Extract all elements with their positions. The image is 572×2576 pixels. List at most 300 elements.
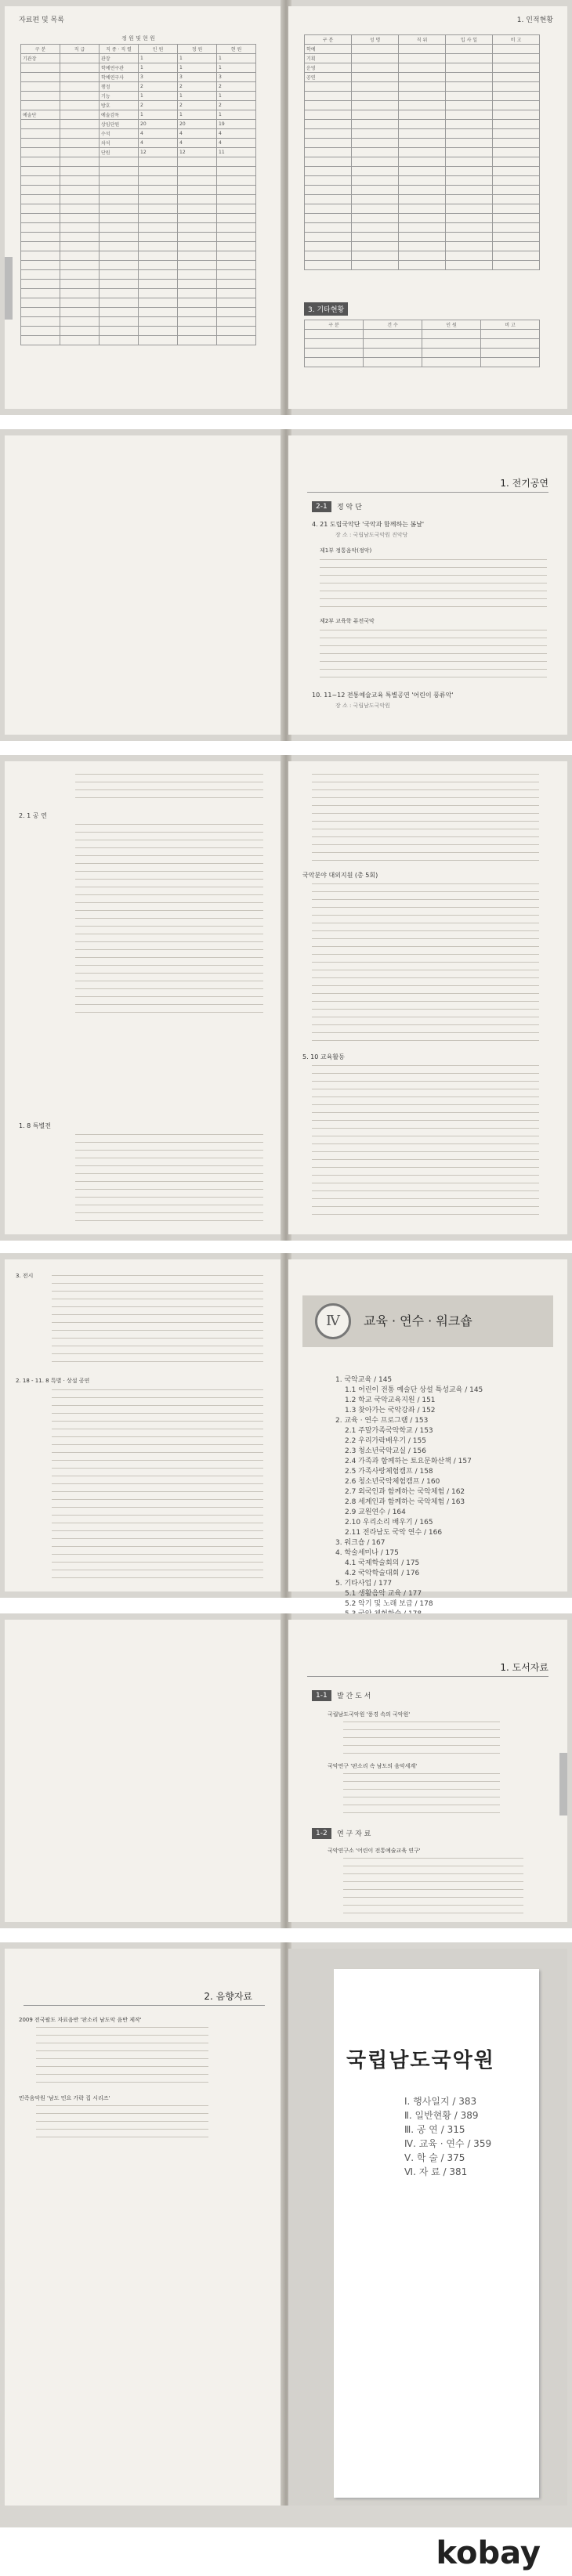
table-row xyxy=(21,327,256,336)
cover-toc-item: Ⅰ. 행사일지 / 383 xyxy=(404,2096,477,2107)
table-cell xyxy=(446,251,493,261)
table-cell xyxy=(60,63,100,73)
table-cell xyxy=(178,327,217,336)
section-badge: 1-2 xyxy=(312,1828,331,1839)
table-cell xyxy=(21,63,60,73)
table-row xyxy=(305,214,540,223)
page-edge-tab xyxy=(5,257,13,320)
toc-item: 2.3 청소년국악교실 / 156 xyxy=(345,1447,426,1455)
table-cell xyxy=(21,242,60,251)
table-cell xyxy=(60,82,100,92)
table-cell: 12 xyxy=(178,148,217,157)
table-header-cell: 구 분 xyxy=(21,45,60,54)
table-cell xyxy=(399,45,446,54)
text-lines xyxy=(343,1773,500,1820)
table-cell xyxy=(305,176,352,186)
table-cell xyxy=(493,73,540,82)
table-header-row xyxy=(305,320,540,330)
table-cell xyxy=(493,101,540,110)
table-cell xyxy=(21,92,60,101)
table-cell xyxy=(305,139,352,148)
toc-item: 2.10 우리소리 배우기 / 165 xyxy=(345,1519,433,1526)
table-cell xyxy=(21,317,60,327)
table-cell xyxy=(305,167,352,176)
spread-2 xyxy=(0,429,572,741)
text-lines xyxy=(52,1389,263,1585)
table-cell xyxy=(217,223,256,233)
table-cell: 4 xyxy=(217,139,256,148)
section-heading: 국악분야 대외지원 (총 5회) xyxy=(302,872,378,879)
table-row xyxy=(305,223,540,233)
toc-item: 2.7 외국인과 함께하는 국악체험 / 162 xyxy=(345,1488,465,1496)
table-cell xyxy=(21,214,60,223)
table-cell xyxy=(139,157,178,167)
table-cell xyxy=(446,110,493,120)
table-row xyxy=(21,242,256,251)
table-cell xyxy=(352,157,399,167)
table-cell xyxy=(399,233,446,242)
toc-item: 5.1 생활음악 교육 / 177 xyxy=(345,1590,422,1598)
table-cell xyxy=(217,270,256,280)
book-entry: 국립남도국악원 '풍경 속의 국악원' xyxy=(328,1711,411,1718)
book-cover xyxy=(334,1969,539,2498)
table-cell xyxy=(305,120,352,129)
table-header-cell: 현 원 xyxy=(217,45,256,54)
table-cell xyxy=(305,223,352,233)
table-cell xyxy=(60,129,100,139)
table-cell xyxy=(100,280,139,289)
table-cell xyxy=(139,261,178,270)
program-lines xyxy=(320,630,547,685)
table-row xyxy=(305,63,540,73)
spread-3 xyxy=(0,755,572,1241)
table-cell xyxy=(60,289,100,298)
table-cell xyxy=(60,204,100,214)
table-row xyxy=(305,251,540,261)
table-row xyxy=(21,251,256,261)
table-row xyxy=(305,101,540,110)
table-cell xyxy=(493,223,540,233)
table-cell xyxy=(399,92,446,101)
table-row xyxy=(21,195,256,204)
table-cell xyxy=(60,195,100,204)
page-title: 2. 음향자료 xyxy=(204,1991,252,2002)
table-row xyxy=(21,54,256,63)
table-row xyxy=(21,336,256,345)
table-cell xyxy=(352,45,399,54)
table-cell xyxy=(305,186,352,195)
toc-item: 2.11 전라남도 국악 연수 / 166 xyxy=(345,1529,443,1537)
table-cell xyxy=(60,157,100,167)
table-cell: 단원 xyxy=(100,148,139,157)
table-cell: 학예연구사 xyxy=(100,73,139,82)
program-lines xyxy=(320,559,547,614)
report-entry: 국악연구소 '어린이 전통예술교육 연구' xyxy=(328,1848,421,1854)
table-cell xyxy=(60,327,100,336)
table-row xyxy=(21,139,256,148)
table-cell: 4 xyxy=(217,129,256,139)
table-header-cell: 비 고 xyxy=(493,35,540,45)
table-cell: 1 xyxy=(217,54,256,63)
table-cell xyxy=(446,223,493,233)
event-item: 4. 21 도립국악단 '국악과 함께하는 봄날' xyxy=(312,521,425,528)
page-left xyxy=(5,1949,284,2506)
table-cell: 1 xyxy=(178,63,217,73)
table-cell xyxy=(139,289,178,298)
table-cell xyxy=(399,129,446,139)
table-cell xyxy=(100,270,139,280)
text-lines xyxy=(75,774,263,805)
table-cell xyxy=(139,223,178,233)
table-row xyxy=(305,148,540,157)
table-cell xyxy=(364,358,422,367)
toc-item: 1. 국악교육 / 145 xyxy=(335,1376,393,1384)
table-cell xyxy=(217,195,256,204)
page-right xyxy=(288,6,567,409)
table-cell: 4 xyxy=(139,129,178,139)
table-cell xyxy=(139,317,178,327)
table-cell xyxy=(178,204,217,214)
table-cell xyxy=(422,339,481,349)
table-cell xyxy=(399,82,446,92)
table-cell xyxy=(493,167,540,176)
table-cell: 1 xyxy=(139,110,178,120)
table-cell xyxy=(305,195,352,204)
table-cell: 행정 xyxy=(100,82,139,92)
table-row xyxy=(305,349,540,358)
table-cell xyxy=(399,176,446,186)
table-cell: 2 xyxy=(178,82,217,92)
table-header-row xyxy=(21,45,256,54)
table-cell xyxy=(178,176,217,186)
table-cell xyxy=(305,82,352,92)
table-caption: 정 원 및 현 원 xyxy=(121,35,155,42)
table-cell xyxy=(21,73,60,82)
table-cell xyxy=(305,358,364,367)
table-cell xyxy=(446,195,493,204)
watermark-logo: kobay xyxy=(436,2535,541,2571)
recording-entry: 민족음악원 '남도 민요 가락 집 시리즈' xyxy=(19,2095,110,2101)
table-cell xyxy=(399,261,446,270)
table-cell xyxy=(493,139,540,148)
staff-table xyxy=(20,34,256,345)
table-row xyxy=(305,330,540,339)
table-cell: 2 xyxy=(217,82,256,92)
table-header-cell: 구 분 xyxy=(305,35,352,45)
table-cell xyxy=(178,280,217,289)
page-title: 1. 도서자료 xyxy=(500,1662,548,1673)
table-row xyxy=(21,63,256,73)
table-cell: 운영 xyxy=(305,63,352,73)
table-cell xyxy=(399,167,446,176)
table-cell xyxy=(493,63,540,73)
table-cell xyxy=(352,120,399,129)
table-row xyxy=(305,92,540,101)
table-cell xyxy=(446,157,493,167)
text-lines xyxy=(36,2105,208,2144)
table-cell xyxy=(21,148,60,157)
table-cell xyxy=(217,298,256,308)
toc-item: 2.9 교원연수 / 164 xyxy=(345,1508,406,1516)
section-heading: 2. 1 공 연 xyxy=(19,812,47,819)
table-cell xyxy=(100,157,139,167)
text-lines xyxy=(312,883,539,1048)
table-cell xyxy=(493,82,540,92)
table-cell xyxy=(399,242,446,251)
table-cell xyxy=(217,289,256,298)
spread-1 xyxy=(0,0,572,415)
table-row xyxy=(305,186,540,195)
table-row xyxy=(21,129,256,139)
table-cell xyxy=(446,129,493,139)
table-cell xyxy=(100,251,139,261)
table-row xyxy=(305,129,540,139)
table-cell xyxy=(100,289,139,298)
table-cell xyxy=(60,251,100,261)
table-row xyxy=(21,233,256,242)
table-cell xyxy=(100,298,139,308)
table-cell xyxy=(60,280,100,289)
table-cell xyxy=(399,120,446,129)
table-cell xyxy=(60,214,100,223)
table-cell xyxy=(352,223,399,233)
table-row xyxy=(21,120,256,129)
table-row xyxy=(305,54,540,63)
table-cell: 20 xyxy=(178,120,217,129)
toc-item: 5.2 악기 및 노래 보급 / 178 xyxy=(345,1600,433,1608)
table-cell xyxy=(305,101,352,110)
table-cell xyxy=(60,242,100,251)
cover-contents xyxy=(404,2094,491,2179)
table-cell xyxy=(21,223,60,233)
table-cell xyxy=(446,101,493,110)
section-heading: 2. 18 - 11. 8 특별 · 상설 공연 xyxy=(16,1378,90,1384)
table-cell: 예술감독 xyxy=(100,110,139,120)
table-cell: 1 xyxy=(139,54,178,63)
event-item: 10. 11~12 전통예술교육 특별공연 '어린이 풍류악' xyxy=(312,692,454,699)
table-row xyxy=(21,298,256,308)
section-badge: 3. 기타현황 xyxy=(304,302,348,316)
text-lines xyxy=(52,1275,263,1369)
table-cell xyxy=(60,54,100,63)
table-cell: 기획 xyxy=(305,54,352,63)
table-cell xyxy=(446,186,493,195)
table-cell xyxy=(21,251,60,261)
table-header-cell: 입 사 일 xyxy=(446,35,493,45)
table-cell xyxy=(217,327,256,336)
misc-table-grid xyxy=(304,320,540,367)
table-cell xyxy=(100,261,139,270)
table-row xyxy=(305,261,540,270)
table-cell xyxy=(399,214,446,223)
table-cell xyxy=(305,214,352,223)
page-right xyxy=(288,761,567,1234)
table-cell xyxy=(305,349,364,358)
cover-toc-item: Ⅴ. 학 술 / 375 xyxy=(404,2152,465,2163)
table-cell xyxy=(139,233,178,242)
table-cell xyxy=(60,110,100,120)
table-row xyxy=(305,120,540,129)
page-title: 1. 전기공연 xyxy=(500,478,548,489)
table-cell xyxy=(352,82,399,92)
table-cell xyxy=(446,63,493,73)
table-cell xyxy=(139,251,178,261)
table-cell xyxy=(399,54,446,63)
table-cell xyxy=(364,339,422,349)
table-cell xyxy=(352,148,399,157)
table-cell xyxy=(493,186,540,195)
table-cell: 공연 xyxy=(305,73,352,82)
page-right xyxy=(288,1949,567,2506)
table-cell xyxy=(493,45,540,54)
table-header-cell: 직 위 xyxy=(399,35,446,45)
toc-item: 1.3 찾아가는 국악강좌 / 152 xyxy=(345,1407,436,1414)
table-row xyxy=(21,82,256,92)
table-cell xyxy=(352,204,399,214)
section-label: 발 간 도 서 xyxy=(337,1693,371,1700)
table-cell xyxy=(493,195,540,204)
table-cell xyxy=(399,157,446,167)
table-cell xyxy=(305,204,352,214)
table-cell xyxy=(217,214,256,223)
table-cell xyxy=(60,73,100,82)
table-row xyxy=(305,73,540,82)
table-cell xyxy=(60,223,100,233)
table-cell xyxy=(446,92,493,101)
table-header-cell: 직 급 xyxy=(60,45,100,54)
table-cell xyxy=(446,242,493,251)
table-cell xyxy=(493,204,540,214)
section-badge: 2-1 xyxy=(312,501,331,512)
table-cell: 차석 xyxy=(100,139,139,148)
page-edge-tab xyxy=(559,1753,567,1815)
table-cell xyxy=(21,195,60,204)
event-venue: 장 소 : 국립남도국악원 xyxy=(335,703,390,709)
table-cell xyxy=(493,120,540,129)
table-cell: 3 xyxy=(178,73,217,82)
program-heading: 제2부 교육학 퓨전국악 xyxy=(320,618,375,624)
table-cell xyxy=(493,157,540,167)
table-cell xyxy=(100,242,139,251)
table-cell xyxy=(21,270,60,280)
section-heading: 3. 전시 xyxy=(16,1273,34,1279)
table-cell xyxy=(139,204,178,214)
table-cell xyxy=(21,139,60,148)
table-cell xyxy=(178,261,217,270)
toc-item: 2. 교육 · 연수 프로그램 / 153 xyxy=(335,1417,429,1425)
table-row xyxy=(21,270,256,280)
table-row xyxy=(305,167,540,176)
table-cell xyxy=(60,101,100,110)
table-row xyxy=(305,195,540,204)
table-cell xyxy=(399,110,446,120)
table-cell xyxy=(178,270,217,280)
table-cell xyxy=(352,176,399,186)
table-cell xyxy=(21,176,60,186)
table-cell xyxy=(352,101,399,110)
table-cell xyxy=(139,186,178,195)
table-cell xyxy=(446,82,493,92)
table-cell: 4 xyxy=(139,139,178,148)
toc-item: 4. 학술세미나 / 175 xyxy=(335,1549,399,1557)
table-cell xyxy=(399,63,446,73)
cover-toc-item: Ⅲ. 공 연 / 315 xyxy=(404,2124,465,2135)
table-header-cell: 직 종 · 직 렬 xyxy=(100,45,139,54)
table-cell xyxy=(399,223,446,233)
table-cell: 예술단 xyxy=(21,110,60,120)
table-cell: 학예연구관 xyxy=(100,63,139,73)
toc-item: 2.6 청소년국악체험캠프 / 160 xyxy=(345,1478,440,1486)
table-row xyxy=(21,317,256,327)
table-cell xyxy=(352,186,399,195)
table-cell xyxy=(352,261,399,270)
section-label: 정 악 단 xyxy=(337,504,362,511)
table-cell xyxy=(21,327,60,336)
table-cell xyxy=(100,195,139,204)
table-cell: 19 xyxy=(217,120,256,129)
table-cell: 관장 xyxy=(100,54,139,63)
table-cell xyxy=(305,129,352,139)
table-cell xyxy=(21,82,60,92)
page-right xyxy=(288,435,567,735)
running-header: 자료편 및 목록 xyxy=(19,16,64,24)
table-cell xyxy=(60,92,100,101)
table-cell xyxy=(178,289,217,298)
table-row xyxy=(305,242,540,251)
table-cell: 1 xyxy=(217,110,256,120)
toc-item: 4.2 국악학술대회 / 176 xyxy=(345,1570,420,1577)
table-header-cell: 인 원 xyxy=(139,45,178,54)
table-header-cell: 구 분 xyxy=(305,320,364,330)
table-cell xyxy=(178,308,217,317)
table-cell xyxy=(178,214,217,223)
table-cell: 1 xyxy=(178,92,217,101)
text-lines xyxy=(312,774,539,868)
table-cell xyxy=(100,176,139,186)
table-cell xyxy=(399,139,446,148)
section-heading: 1. 8 특별전 xyxy=(19,1122,51,1129)
table-cell xyxy=(21,101,60,110)
table-cell xyxy=(60,317,100,327)
table-cell xyxy=(399,195,446,204)
table-cell xyxy=(446,176,493,186)
table-cell xyxy=(399,73,446,82)
table-cell xyxy=(21,289,60,298)
table-cell xyxy=(139,280,178,289)
table-header-row xyxy=(305,35,540,45)
section-badge: 1-1 xyxy=(312,1690,331,1701)
table-cell xyxy=(178,336,217,345)
table-row xyxy=(21,157,256,167)
cover-toc-item: Ⅳ. 교육 · 연수 / 359 xyxy=(404,2138,492,2149)
table-cell: 수석 xyxy=(100,129,139,139)
table-cell xyxy=(446,148,493,157)
table-row xyxy=(305,204,540,214)
table-header-cell: 정 원 xyxy=(178,45,217,54)
table-of-contents xyxy=(335,1375,483,1630)
table-cell xyxy=(446,54,493,63)
table-cell xyxy=(305,339,364,349)
toc-item: 3. 워크숍 / 167 xyxy=(335,1539,386,1547)
table-cell xyxy=(139,167,178,176)
table-cell xyxy=(422,358,481,367)
table-cell xyxy=(493,261,540,270)
table-cell xyxy=(100,167,139,176)
table-cell xyxy=(481,358,540,367)
table-cell xyxy=(139,195,178,204)
table-row xyxy=(305,176,540,186)
table-cell xyxy=(60,270,100,280)
